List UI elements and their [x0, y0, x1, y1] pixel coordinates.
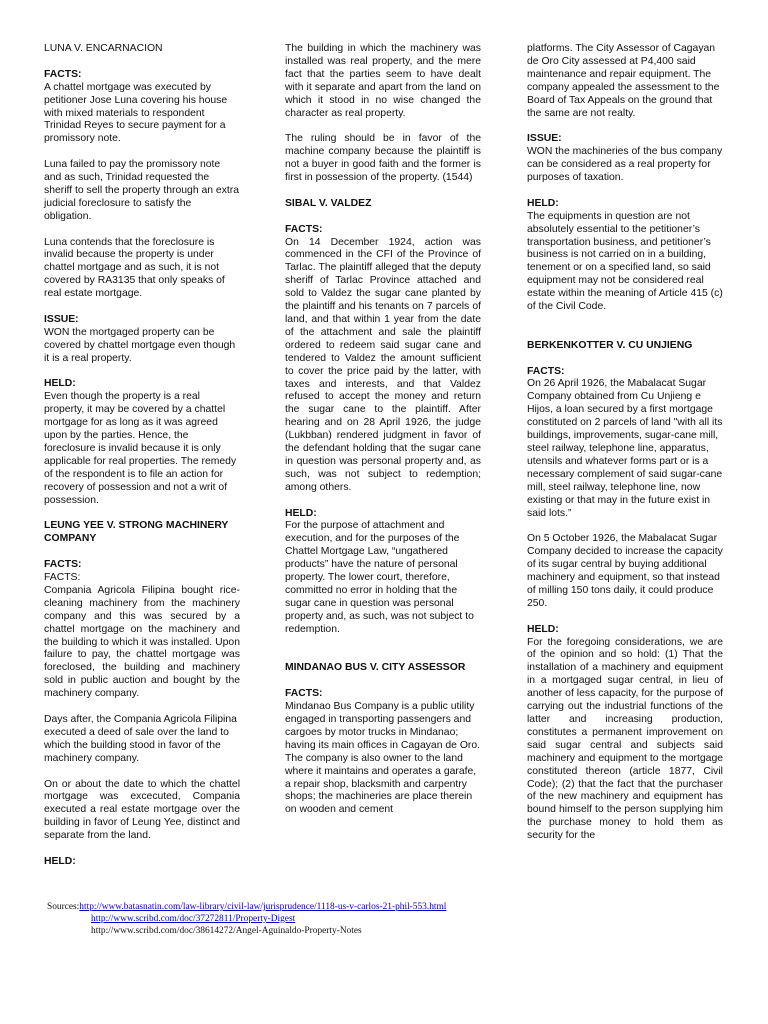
- issue-paragraph: WON the machineries of the bus company can be considered as a real property for purposes of taxation.: [527, 146, 723, 184]
- facts-paragraph: platforms. The City Assessor of Cagayan de Oro City assessed at P4,400 said maintenance and repair equipment. The company appealed the assessment to the Board of Tax Appeals on the ground that the same are not realty.: [527, 43, 720, 119]
- sources-footer: [47, 902, 747, 937]
- issue-heading: ISSUE:: [44, 313, 79, 325]
- facts-paragraph: A chattel mortgage was executed by petitioner Jose Luna covering his house with mixed materials to respondent Trinidad Reyes to secure payment for a promissory note.: [44, 81, 228, 145]
- facts-subheading: FACTS:: [44, 572, 81, 584]
- held-heading: HELD:: [527, 623, 559, 635]
- case-luna: [44, 43, 240, 508]
- held-paragraph: The equipments in question are not absolutely essential to the petitioner’s transportation business, and petitioner’s business is not carried on in a building, tenement or on a specified land, so said equipment may not be considered real estate within the meaning of Article 415 (c) of the Civil Code.: [527, 210, 723, 313]
- held-heading: HELD:: [285, 507, 317, 519]
- source-link-scribd-property-digest[interactable]: http://www.scribd.com/doc/37272811/Property-Digest: [91, 913, 296, 924]
- facts-paragraph: Luna contends that the foreclosure is invalid because the property is under chattel mortgage and as such, it is not covered by RA3135 that only speaks of real estate mortgage.: [44, 236, 225, 300]
- facts-heading: FACTS:: [285, 223, 323, 235]
- source-link-batasnatin[interactable]: http://www.batasnatin.com/law-library/civil-law/jurisprudence/1118-us-v-carlos-21-phil-553.html: [79, 902, 447, 912]
- facts-paragraph: Days after, the Compania Agricola Filipina executed a deed of sale over the land to which the building stood in favor of the machinery company.: [44, 714, 237, 764]
- facts-paragraph: Mindanao Bus Company is a public utility engaged in transporting passengers and cargoes by motor trucks in Mindanao; having its main offices in Cagayan de Oro. The company is also owner to the land where it maintains and operates a garafe, a repair shop, blacksmith and carpentry shops; the machineries are place therein on wooden and cement: [285, 701, 481, 816]
- held-heading: HELD:: [44, 855, 76, 867]
- facts-paragraph: Compania Agricola Filipina bought rice-cleaning machinery from the machinery company and this was secured by a chattel mortgage on the machinery and the building to which it was installed. Upon failure to pay, the chattel mortgage was foreclosed, the building and machinery sold in public auction and bought by the machinery company.: [44, 584, 240, 700]
- facts-heading: FACTS:: [527, 365, 565, 377]
- facts-paragraph: On 26 April 1926, the Mabalacat Sugar Company obtained from Cu Unjieng e Hijos, a loan secured by a first mortgage constituted on 2 parcels of land "with all its buildings, improvements, sugar-cane mill, steel railway, telephone line, apparatus, utensils and whatever forms part or is a necessary complement of said sugar-cane mill, steel railway, telephone line, now existing or that may in the future exist in said lots.”: [527, 378, 723, 519]
- column-2: [285, 43, 481, 817]
- facts-paragraph: On or about the date to which the chattel mortgage was excecuted, Compania executed a real estate mortgage over the building in favor of Leung Yee, distinct and separate from the land.: [44, 778, 240, 842]
- issue-heading: ISSUE:: [527, 133, 562, 145]
- case-title: MINDANAO BUS V. CITY ASSESSOR: [285, 662, 466, 674]
- case-title: BERKENKOTTER V. CU UNJIENG: [527, 339, 693, 351]
- held-paragraph: Even though the property is a real property, it may be covered by a chattel mortgage for as long as it was agreed upon by the parties. Hence, the foreclosure is invalid because it is only applicable for real properties. The remedy of the respondent is to file an action for recovery of possession and not a writ of possession.: [44, 391, 237, 506]
- source-text-scribd-property-notes: http://www.scribd.com/doc/38614272/Angel-Aguinaldo-Property-Notes: [91, 925, 362, 936]
- sources-label: Sources:: [47, 902, 80, 912]
- case-title: LUNA V. ENCARNACION: [44, 43, 163, 54]
- held-paragraph: For the purpose of attachment and execution, and for the purposes of the Chattel Mortgage Law, “ungathered products” have the nature of personal property. The lower court, therefore, committed no error in holding that the sugar cane in question was personal property and, as such, was not subject to redemption.: [285, 520, 474, 635]
- facts-paragraph: On 5 October 1926, the Mabalacat Sugar Company decided to increase the capacity of its sugar central by buying additional machinery and equipment, so that instead of milling 150 tons daily, it could produce 250.: [527, 533, 723, 609]
- held-heading: HELD:: [527, 197, 559, 209]
- held-heading: HELD:: [44, 378, 76, 390]
- held-paragraph: For the foregoing considerations, we are of the opinion and so hold: (1) That the installation of a machinery and equipment in a mortgaged sugar central, in lieu of another of less capacity, for the purpose of carrying out the industrial functions of the latter and increasing production, constitutes a permanent improvement on said sugar central and subjects said machinery and equipment to the mortgage constituted thereon (article 1877, Civil Code); (2) that the fact that the purchaser of the new machinery and equipment has bound himself to the person supplying him the purchase money to hold them as security for the: [527, 636, 723, 842]
- facts-heading: FACTS:: [44, 559, 82, 571]
- facts-paragraph: Luna failed to pay the promissory note and as such, Trinidad requested the sheriff to sell the property through an extra judicial foreclosure to satisfy the obligation.: [44, 159, 240, 222]
- facts-heading: FACTS:: [285, 688, 323, 700]
- held-paragraph: The building in which the machinery was installed was real property, and the mere fact that the parties seem to have dealt with it separate and apart from the land on which it stood in no wise changed the character as real property.: [285, 43, 481, 119]
- case-title: SIBAL V. VALDEZ: [285, 197, 372, 209]
- case-berkenkotter: [527, 340, 723, 843]
- column-3: [527, 43, 723, 843]
- case-mindanao-bus: [285, 662, 481, 817]
- facts-paragraph: On 14 December 1924, action was commenced in the CFI of the Province of Tarlac. The plaintiff alleged that the deputy sheriff of Tarlac Province attached and sold to Valdez the sugar cane planted by the plaintiff and his tenants on 7 parcels of land, and that within 1 year from the date of the attachment and sale the plaintiff ordered to redeem said sugar cane and tendered to Valdez the amount sufficient to cover the price paid by the latter, with taxes and interests, and that Valdez refused to accept the money and return the sugar cane to the plaintiff. After hearing and on 28 April 1926, the judge (Lukbban) rendered judgment in favor of the defendant holding that the sugar cane in question was personal property and, as such, was not subject to redemption; among others.: [285, 236, 481, 493]
- case-leung-yee: [44, 520, 240, 868]
- case-title: LEUNG YEE V. STRONG MACHINERY COMPANY: [44, 520, 229, 545]
- case-sibal: [285, 198, 481, 637]
- held-paragraph: The ruling should be in favor of the machine company because the plaintiff is not a buyer in good faith and the former is first in possession of the property. (1544): [285, 133, 481, 184]
- facts-heading: FACTS:: [44, 68, 82, 80]
- column-1: [44, 43, 240, 869]
- issue-paragraph: WON the mortgaged property can be covered by chattel mortgage even though it is a real property.: [44, 326, 236, 364]
